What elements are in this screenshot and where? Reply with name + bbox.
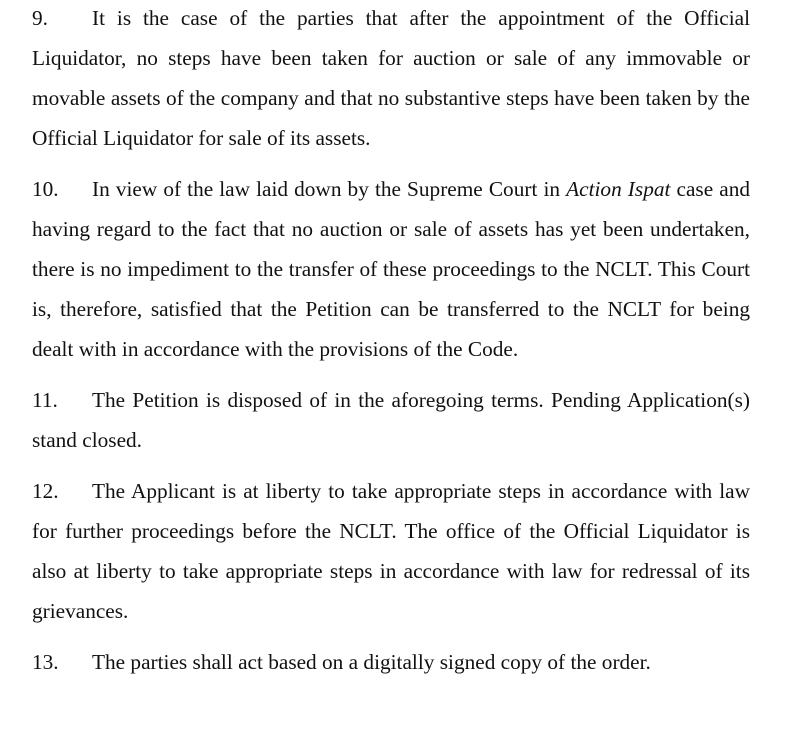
- paragraph-text: In view of the law laid down by the Supreme Court in: [92, 177, 567, 202]
- paragraph-10: [32, 169, 750, 369]
- paragraph-text: The Petition is disposed of in the aforegoing terms. Pending Application(s) stand closed.: [32, 388, 750, 453]
- paragraph-12: [32, 471, 750, 631]
- paragraph-9: [32, 0, 750, 158]
- paragraph-number: 10.: [32, 177, 59, 202]
- paragraph-number: 13.: [32, 650, 59, 675]
- paragraph-text-continued: case and having regard to the fact that no auction or sale of assets has yet been undertaken, there is no impediment to the transfer of these proceedings to the NCLT. This Court is, therefore, satisfied that the Petition can be transferred to the NCLT for being dealt with in accordance with the provisions of the Code.: [32, 177, 750, 362]
- paragraph-11: [32, 380, 750, 460]
- paragraph-text: The Applicant is at liberty to take appropriate steps in accordance with law for further proceedings before the NCLT. The office of the Official Liquidator is also at liberty to take appropriate steps in accordance with law for redressal of its grievances.: [32, 479, 750, 624]
- paragraph-number: 9.: [32, 6, 48, 30]
- case-name-italic: Action Ispat: [566, 177, 671, 202]
- paragraph-number: 12.: [32, 479, 59, 504]
- paragraph-text: It is the case of the parties that after the appointment of the Official Liquidator, no steps have been taken for auction or sale of any immovable or movable assets of the company and that no substantive steps have been taken by the Official Liquidator for sale of its assets.: [32, 6, 750, 151]
- paragraph-13: [32, 642, 750, 682]
- paragraph-number: 11.: [32, 388, 58, 413]
- paragraph-text: The parties shall act based on a digitally signed copy of the order.: [92, 650, 651, 675]
